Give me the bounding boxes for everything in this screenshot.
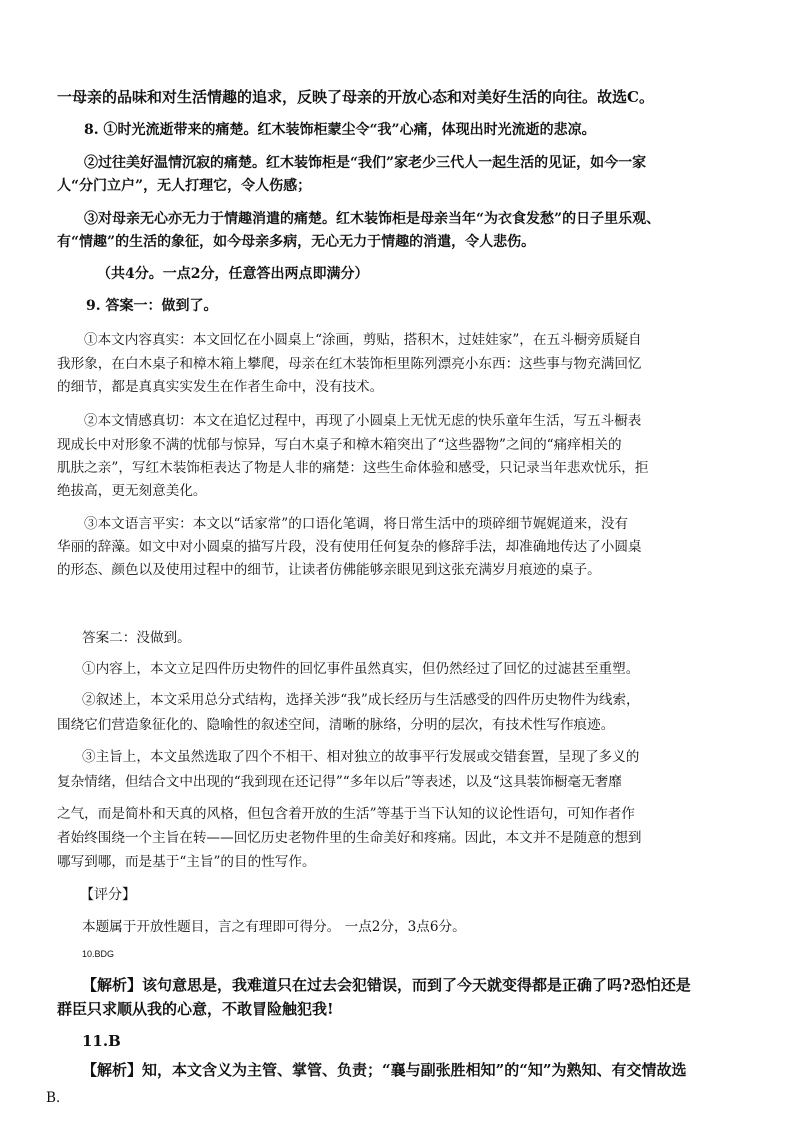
q8-point-2-cont: 人“分门立户”，无人打理它，令人伤感； [57,178,312,194]
a1-point-1: ①本文内容真实：本文回忆在小圆桌上“涂画，剪贴，搭积木，过娃娃家”，在五斗橱旁质疑自 [84,332,642,348]
a2-point-2: ②叙述上，本文采用总分式结构，选择关涉“我”成长经历与生活感受的四件历史物件为线索， [82,692,640,708]
analysis-1: 【解析】该句意思是，我难道只在过去会犯错误，而到了今天就变得都是正确了吗?恐怕还是 [82,976,691,994]
a2-point-3-cont: 复杂情绪，但结合文中出现的“我到现在还记得”“多年以后”等表述，以及“这具装饰橱毫无奢靡 [57,774,622,790]
a2-point-3-cont: 哪写到哪，而是基于“主旨”的目的性写作。 [57,854,316,870]
q10-answer: 10.BDG [82,949,115,959]
a2-point-3-cont: 之气，而是简朴和天真的风格，但包含着开放的生活”等基于当下认知的议论性语句，可知作者作 [57,806,635,822]
scoring-heading: 【评分】 [80,887,136,903]
a1-point-3-cont: 华丽的辞藻。如文中对小圆桌的描写片段，没有使用任何复杂的修辞手法，却准确地传达了小圆桌 [57,539,642,555]
a1-point-2-cont: 绝拔高，更无刻意美化。 [57,483,207,499]
analysis-2-cont: B． [46,1090,70,1106]
a2-point-2-cont: 围绕它们营造象征化的、隐喻性的叙述空间，清晰的脉络，分明的层次，有技术性写作痕迹。 [57,717,615,733]
q11-answer: 11.B [82,1032,121,1050]
a2-point-1: ①内容上，本文立足四件历史物件的回忆事件虽然真实，但仍然经过了回忆的过滤甚至重塑。 [82,661,640,677]
a2-title: 答案二：没做到。 [82,630,191,646]
a1-point-1-cont: 我形象，在白木桌子和樟木箱上攀爬，母亲在红木装饰柜里陈列漂亮小东西：这些事与物充满回忆 [57,356,642,372]
q8-point-1: 8. ①时光流逝带来的痛楚。红木装饰柜蒙尘令“我”心痛，体现出时光流逝的悲凉。 [84,122,596,138]
a2-point-3-cont: 者始终围绕一个主旨在转——回忆历史老物件里的生命美好和疼痛。因此，本文并不是随意的想到 [57,830,642,846]
q8-score: （共4分。一点2分，任意答出两点即满分） [97,266,369,282]
a2-point-3: ③主旨上，本文虽然选取了四个不相干、相对独立的故事平行发展或交错套置，呈现了多义的 [82,749,640,765]
a1-point-1-cont: 的细节，都是真真实实发生在作者生命中，没有技术。 [57,379,384,395]
a1-point-2-cont: 现成长中对形象不满的忧郁与惊异，写白木桌子和樟木箱突出了“这些器物”之间的“痛痒相关的 [57,437,622,453]
scoring-text: 本题属于开放性题目，言之有理即可得分。 一点2分，3点6分。 [82,919,466,935]
a1-point-3-cont: 的形态、颜色以及使用过程中的细节，让读者仿佛能够亲眼见到这张充满岁月痕迹的桌子。 [57,562,601,578]
a1-point-2-cont: 肌肤之亲”，写红木装饰柜表达了物是人非的痛楚：这些生命体验和感受，只记录当年悲欢忧乐，拒 [57,460,649,476]
q8-point-3-cont: 有“情趣”的生活的象征，如今母亲多病，无心无力于情趣的消遣，令人悲伤。 [57,234,536,250]
q8-point-3: ③对母亲无心亦无力于情趣消遣的痛楚。红木装饰柜是母亲当年“为衣食发愁”的日子里乐观、 [84,211,661,227]
text-line: 一母亲的品味和对生活情趣的追求，反映了母亲的开放心态和对美好生活的向往。故选C。 [57,88,654,106]
a1-point-2: ②本文情感真切：本文在追忆过程中，再现了小圆桌上无忧无虑的快乐童年生活，写五斗橱表 [84,413,642,429]
q9-title: 9. 答案一：做到了。 [86,298,218,314]
analysis-2: 【解析】知，本文含义为主管、掌管、负责；“襄与副张胜相知”的“知”为熟知、有交情故选 [82,1061,687,1079]
analysis-1-cont: 群臣只求顺从我的心意，不敢冒险触犯我! [57,1000,334,1018]
a1-point-3: ③本文语言平实：本文以“话家常”的口语化笔调，将日常生活中的琐碎细节娓娓道来，没有 [84,516,629,532]
q8-point-2: ②过往美好温情沉寂的痛楚。红木装饰柜是“我们”家老少三代人一起生活的见证，如今一家 [84,155,647,171]
